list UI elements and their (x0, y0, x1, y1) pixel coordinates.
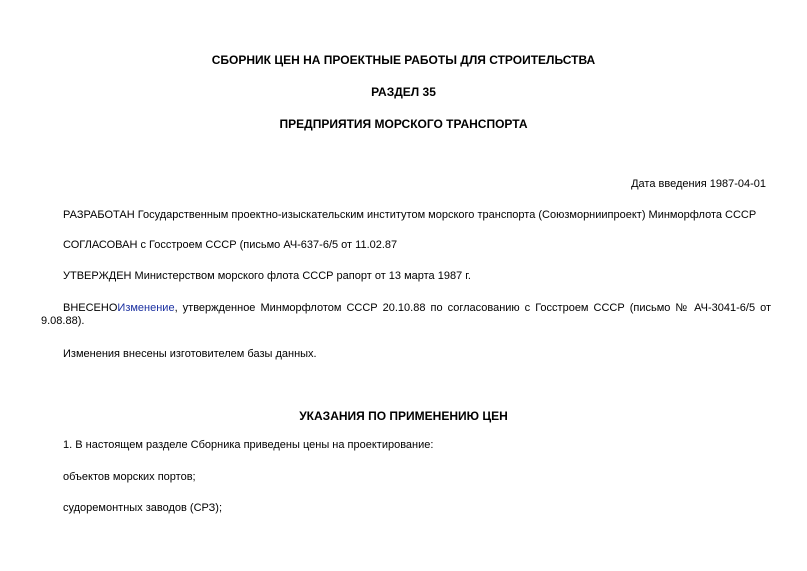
approved-by: УТВЕРЖДЕН Министерством морского флота СССР рапорт от 13 марта 1987 г. (63, 270, 471, 282)
introduced-text: , утвержденное Минморфлотом СССР 20.10.88 по согласованию с Госстроем СССР (письмо № АЧ-3041-6/5 от 9.08.88). (41, 302, 771, 327)
list-item: судоремонтных заводов (СРЗ); (63, 502, 222, 514)
section-number: РАЗДЕЛ 35 (371, 85, 436, 99)
developed-by: РАЗРАБОТАН Государственным проектно-изыскательским институтом морского транспорта (Союзморниипроект) Минморфлота СССР (63, 209, 757, 221)
effective-date: Дата введения 1987-04-01 (631, 178, 766, 190)
amendment-link[interactable]: Изменение (117, 302, 175, 314)
list-item: объектов морских портов; (63, 471, 196, 483)
document-title: СБОРНИК ЦЕН НА ПРОЕКТНЫЕ РАБОТЫ ДЛЯ СТРОИТЕЛЬСТВА (211, 53, 596, 67)
changes-note: Изменения внесены изготовителем базы данных. (63, 348, 317, 360)
introduced-prefix: ВНЕСЕНО (63, 302, 118, 314)
instructions-heading: УКАЗАНИЯ ПО ПРИМЕНЕНИЮ ЦЕН (299, 409, 508, 423)
agreed-with: СОГЛАСОВАН с Госстроем СССР (письмо АЧ-637-6/5 от 11.02.87 (63, 239, 398, 251)
paragraph-item-1: 1. В настоящем разделе Сборника приведены цены на проектирование: (63, 439, 434, 451)
section-title: ПРЕДПРИЯТИЯ МОРСКОГО ТРАНСПОРТА (279, 117, 528, 131)
introduced-paragraph (41, 302, 771, 328)
